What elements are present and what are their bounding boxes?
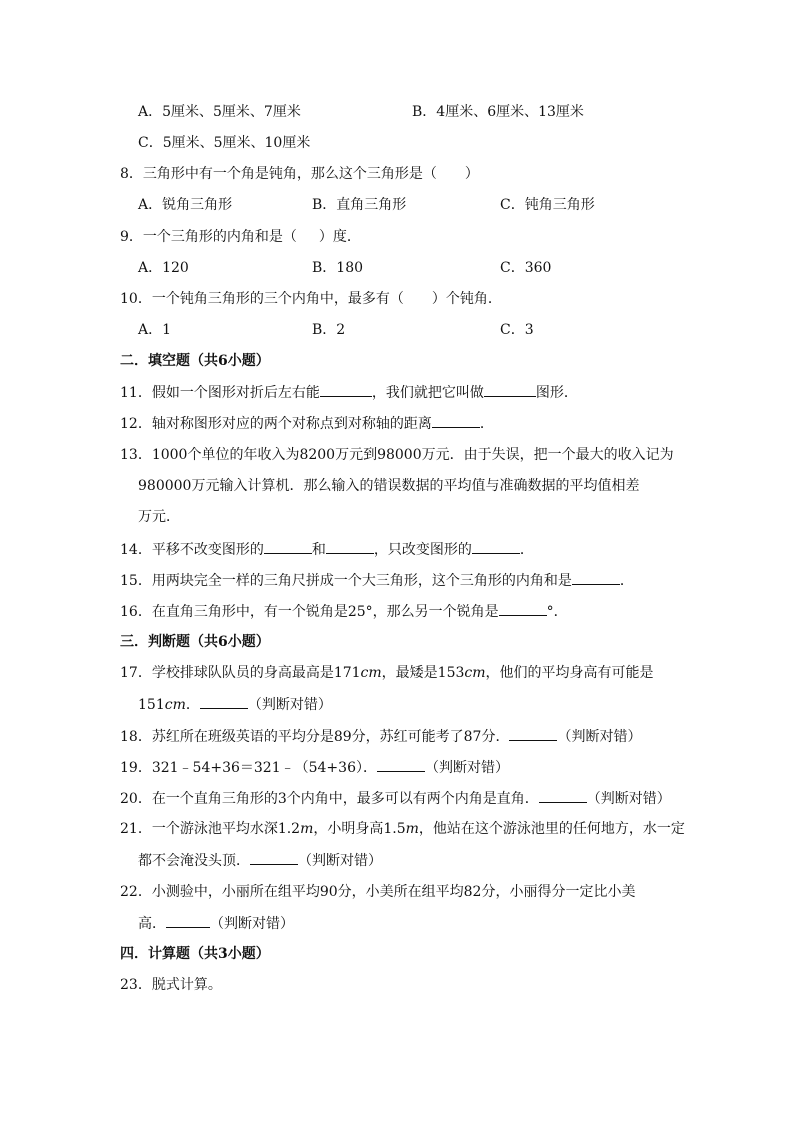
- q8-option-a: A．锐角三角形: [138, 197, 233, 213]
- q15-text-1: 15．用两块完全一样的三角尺拼成一个大三角形，这个三角形的内角和是: [120, 573, 572, 589]
- q20-text: 20．在一个直角三角形的3个内角中，最多可以有两个内角是直角．: [120, 791, 539, 807]
- q9-stem: [120, 227, 361, 247]
- q17-blank[interactable]: [200, 694, 248, 709]
- q16-text-2: °．: [546, 604, 568, 620]
- q15-blank[interactable]: [572, 570, 620, 585]
- q21-text-1: 21．一个游泳池平均水深1.2: [120, 821, 301, 837]
- q10-stem: [120, 289, 502, 309]
- q19-judge-label: （判断对错）: [424, 760, 509, 776]
- q21-unit-2: m: [405, 821, 419, 837]
- q9-option-b: B．180: [312, 260, 364, 276]
- q17-unit-3: cm: [164, 697, 186, 713]
- q9-option-a: A．120: [138, 260, 189, 276]
- q11-text-1: 11．假如一个图形对折后左右能: [120, 385, 320, 401]
- q11-text-2: ，我们就把它叫做: [371, 385, 484, 401]
- q12-text-2: ．: [479, 416, 494, 432]
- q11: [120, 382, 578, 403]
- q21-line-2: [138, 850, 382, 871]
- q19-text: 19．321﹣54+36＝321﹣（54+36）．: [120, 760, 377, 776]
- q7-option-c: C．5厘米、5厘米、10厘米: [138, 135, 311, 151]
- q10-option-b: B．2: [312, 322, 346, 338]
- q17-text-1: 17．学校排球队队员的身高最高是171: [120, 665, 361, 681]
- section-heading-true-false: 三．判断题（共6小题）: [120, 634, 270, 650]
- q16-text-1: 16．在直角三角形中，有一个锐角是25°，那么另一个锐角是: [120, 604, 499, 620]
- q23: 23．脱式计算。: [120, 977, 222, 993]
- q8-option-b: B．直角三角形: [312, 197, 407, 213]
- q16: [120, 601, 568, 622]
- q11-blank-1[interactable]: [320, 382, 372, 397]
- q21-unit-1: m: [300, 821, 314, 837]
- q20-blank[interactable]: [539, 788, 587, 803]
- q17-text-2: ，最矮是153: [381, 665, 465, 681]
- q22-line-1: 22．小测验中，小丽所在组平均90分，小美所在组平均82分，小丽得分一定比小美: [120, 884, 636, 900]
- q11-blank-2[interactable]: [484, 382, 536, 397]
- section-heading-fill-in: 二．填空题（共6小题）: [120, 353, 270, 369]
- q7-option-a: A．5厘米、5厘米、7厘米: [138, 104, 301, 120]
- q18-blank[interactable]: [509, 726, 557, 741]
- q17-judge-label: （判断对错）: [247, 697, 332, 713]
- q21-judge-label: （判断对错）: [298, 853, 382, 869]
- q12-blank[interactable]: [432, 413, 480, 428]
- q21-text-4: 都不会淹没头顶．: [138, 853, 250, 869]
- q13-line-2: 980000万元输入计算机．那么输入的错误数据的平均值与准确数据的平均值相差: [138, 478, 640, 494]
- q19-blank[interactable]: [377, 757, 425, 772]
- q22-blank[interactable]: [166, 913, 210, 928]
- q13-line-3: 万元．: [138, 509, 180, 525]
- q8-stem-post: ）: [464, 166, 479, 182]
- q14-blank-3[interactable]: [472, 539, 520, 554]
- q13-line-1: 13．1000个单位的年收入为8200万元到98000万元．由于失误，把一个最大的收入记为: [120, 447, 674, 463]
- q7-option-b: B．4厘米、6厘米、13厘米: [412, 104, 584, 120]
- q8-stem-pre: 8．三角形中有一个角是钝角，那么这个三角形是（: [120, 166, 437, 182]
- section-heading-calculation: 四．计算题（共3小题）: [120, 946, 270, 962]
- q20: [120, 788, 671, 809]
- q14-blank-1[interactable]: [264, 539, 312, 554]
- q14: [120, 539, 534, 560]
- q19: [120, 757, 509, 778]
- q10-stem-pre: 10．一个钝角三角形的三个内角中，最多有（: [120, 291, 404, 307]
- q11-text-3: 图形．: [535, 385, 578, 401]
- q12-text-1: 12．轴对称图形对应的两个对称点到对称轴的距离: [120, 416, 432, 432]
- q9-option-c: C．360: [500, 260, 552, 276]
- q12: [120, 413, 494, 434]
- q21-blank[interactable]: [250, 850, 298, 865]
- q17-unit-1: cm: [360, 665, 382, 681]
- q21-line-1: [120, 819, 685, 839]
- q15-text-2: ．: [619, 573, 634, 589]
- q17-line-2: [138, 694, 332, 715]
- q17-text-3: ，他们的平均身高有可能是: [485, 665, 654, 681]
- q10-option-a: A．1: [138, 322, 172, 338]
- q14-blank-2[interactable]: [326, 539, 374, 554]
- q22-text: 高．: [138, 916, 166, 932]
- q14-text-3: ，只改变图形的: [373, 542, 472, 558]
- q20-judge-label: （判断对错）: [586, 791, 671, 807]
- q14-text-2: 和: [311, 542, 326, 558]
- q15: [120, 570, 634, 591]
- q17-line-1: [120, 663, 654, 683]
- q17-text-4: 151: [138, 697, 165, 713]
- q8-option-c: C．钝角三角形: [500, 197, 595, 213]
- q21-text-3: ，他站在这个游泳池里的任何地方，水一定: [418, 821, 685, 837]
- q8-stem: [120, 164, 479, 184]
- q17-text-5: ．: [185, 697, 200, 713]
- q14-text-1: 14．平移不改变图形的: [120, 542, 264, 558]
- q18: [120, 726, 641, 747]
- q22-judge-label: （判断对错）: [210, 916, 294, 932]
- q10-option-c: C．3: [500, 322, 534, 338]
- q16-blank[interactable]: [499, 601, 547, 616]
- q9-stem-pre: 9．一个三角形的内角和是（: [120, 229, 297, 245]
- q10-stem-post: ）个钝角．: [431, 291, 502, 307]
- q17-unit-2: cm: [464, 665, 486, 681]
- q22-line-2: [138, 913, 294, 934]
- q18-judge-label: （判断对错）: [557, 729, 642, 745]
- q14-text-4: ．: [519, 542, 534, 558]
- q18-text: 18．苏红所在班级英语的平均分是89分，苏红可能考了87分．: [120, 729, 510, 745]
- q21-text-2: ，小明身高1.5: [313, 821, 406, 837]
- q9-stem-post: ）度．: [318, 229, 361, 245]
